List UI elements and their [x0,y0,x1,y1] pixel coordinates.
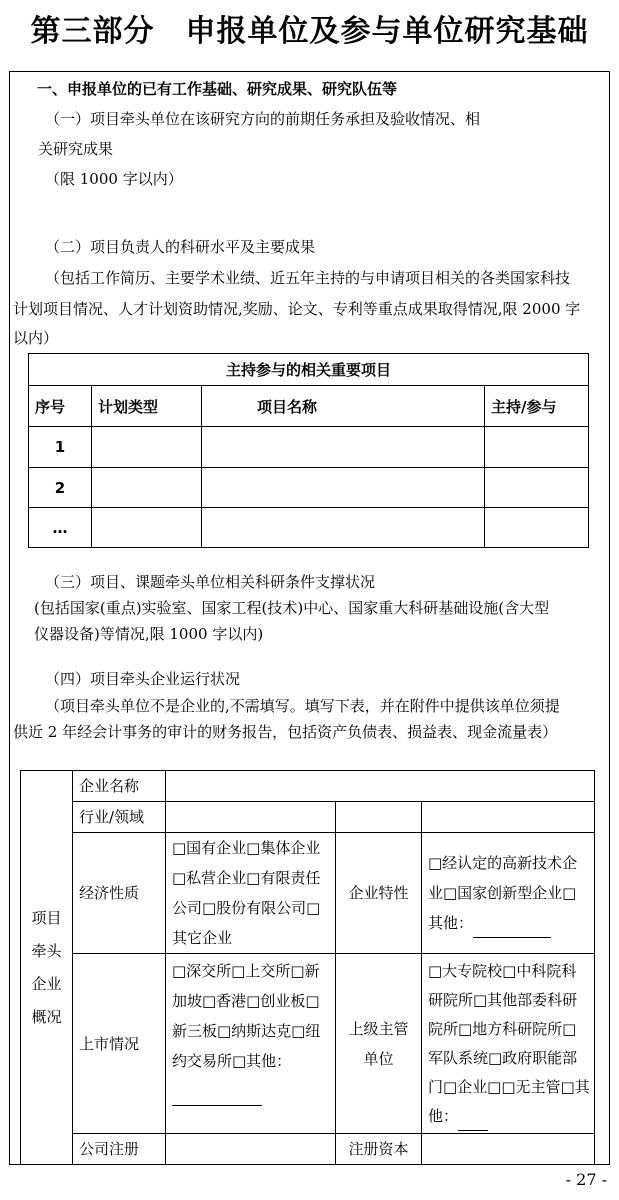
table-row-index: 1 [29,427,92,468]
option-line: 门□企业□□无主管□其 [428,1077,590,1096]
option-line: □国有企业□集体企业 [172,839,321,857]
option-text: 其他： [428,914,474,932]
section-heading: 一、申报单位的已有工作基础、研究成果、研究队伍等 [37,80,398,98]
industry-extra-field[interactable] [336,802,422,833]
option-line: □深交所□上交所□新 [172,962,320,980]
item1-line2: 关研究成果 [38,140,114,158]
supervisor-label [336,954,422,1134]
option-line: 加坡□香港□创业板□ [172,992,320,1010]
page-number: - 27 - [565,1170,607,1189]
projects-table [28,353,589,548]
item2-line2: 计划项目情况、人才计划资助情况,奖励、论文、专利等重点成果取得情况,限 2000 字 [13,300,581,318]
registered-capital-field[interactable] [422,1134,595,1165]
registered-capital-label: 注册资本 [336,1134,422,1165]
label-line: 上级主管 [348,1019,409,1038]
listing-label: 上市情况 [73,954,166,1134]
table-cell-plan-type[interactable] [92,427,202,468]
industry-extra-field-2[interactable] [422,802,595,833]
option-line: □大专院校□中科院科 [428,961,577,980]
supervisor-options[interactable] [422,954,595,1134]
enterprise-feature-label: 企业特性 [336,833,422,954]
option-line: 其它企业 [172,929,233,947]
option-line [428,1102,590,1131]
table-cell-role[interactable] [485,468,589,508]
header-plan-type: 计划类型 [92,386,202,427]
listing-options[interactable] [166,954,336,1134]
header-role: 主持/参与 [485,386,589,427]
item3-line1: (包括国家(重点)实验室、国家工程(技术)中心、国家重大科研基础设施(含大型 [34,599,550,617]
label-line: 单位 [363,1049,394,1068]
item1-line1: （一）项目牵头单位在该研究方向的前期任务承担及验收情况、相 [45,110,481,128]
blank-underline[interactable] [172,1083,262,1106]
blank-underline[interactable] [473,915,551,938]
option-text: 他： [428,1106,459,1125]
item4-line1: （项目牵头单位不是企业的,不需填写。填写下表，并在附件中提供该单位须提 [45,697,560,715]
company-overview-label [21,771,73,1165]
item4-line2: 供近 2 年经会计事务的审计的财务报告，包括资产负债表、损益表、现金流量表） [13,723,558,741]
item3-line2: 仪器设备)等情况,限 1000 字以内) [34,625,264,643]
company-registration-field[interactable] [166,1134,336,1165]
blank-underline[interactable] [458,1110,488,1131]
option-line: 业□国家创新型企业□ [428,884,577,902]
table-cell-project-name[interactable] [202,427,485,468]
option-line: □私营企业□有限责任 [172,869,321,887]
table-cell-plan-type[interactable] [92,508,202,548]
table-cell-project-name[interactable] [202,508,485,548]
company-name-label: 企业名称 [73,771,166,802]
side-label-line: 项目 [31,908,62,927]
option-line [172,1076,331,1106]
company-table [20,770,595,1165]
projects-table-caption: 主持参与的相关重要项目 [29,354,589,386]
option-line: 公司□股份有限公司□ [172,899,321,917]
side-label-line: 牵头 [31,941,62,960]
economic-nature-label: 经济性质 [73,833,166,954]
item2-line1: （包括工作简历、主要学术业绩、近五年主持的与申请项目相关的各类国家科技 [45,269,571,287]
item3-title: （三）项目、课题牵头单位相关科研条件支撑状况 [45,573,376,591]
option-line [428,908,590,938]
page-title: 第三部分 申报单位及参与单位研究基础 [30,14,589,49]
option-line: 院所□地方科研院所□ [428,1019,577,1038]
side-label-line: 企业 [31,974,62,993]
header-project-name: 项目名称 [202,386,485,427]
item2-title: （二）项目负责人的科研水平及主要成果 [45,238,316,256]
table-row-index: … [29,508,92,548]
option-line: 军队系统□政府职能部 [428,1048,578,1067]
table-row-index: 2 [29,468,92,508]
enterprise-feature-options[interactable] [422,833,595,954]
economic-nature-options[interactable] [166,833,336,954]
item1-limit: （限 1000 字以内） [45,170,183,188]
side-label-line: 概况 [31,1007,62,1026]
option-line: 研院所□其他部委科研 [428,990,578,1009]
company-name-field[interactable] [166,771,595,802]
option-line: 新三板□纳斯达克□纽 [172,1022,321,1040]
industry-field[interactable] [166,802,336,833]
company-registration-label: 公司注册 [73,1134,166,1165]
table-cell-plan-type[interactable] [92,468,202,508]
item4-title: （四）项目牵头企业运行状况 [45,670,241,688]
header-index: 序号 [29,386,92,427]
table-cell-role[interactable] [485,508,589,548]
item2-line3: 以内） [13,329,59,347]
option-line: 约交易所□其他： [172,1052,292,1070]
table-cell-role[interactable] [485,427,589,468]
industry-label: 行业/领域 [73,802,166,833]
option-line: □经认定的高新技术企 [428,854,578,872]
table-cell-project-name[interactable] [202,468,485,508]
